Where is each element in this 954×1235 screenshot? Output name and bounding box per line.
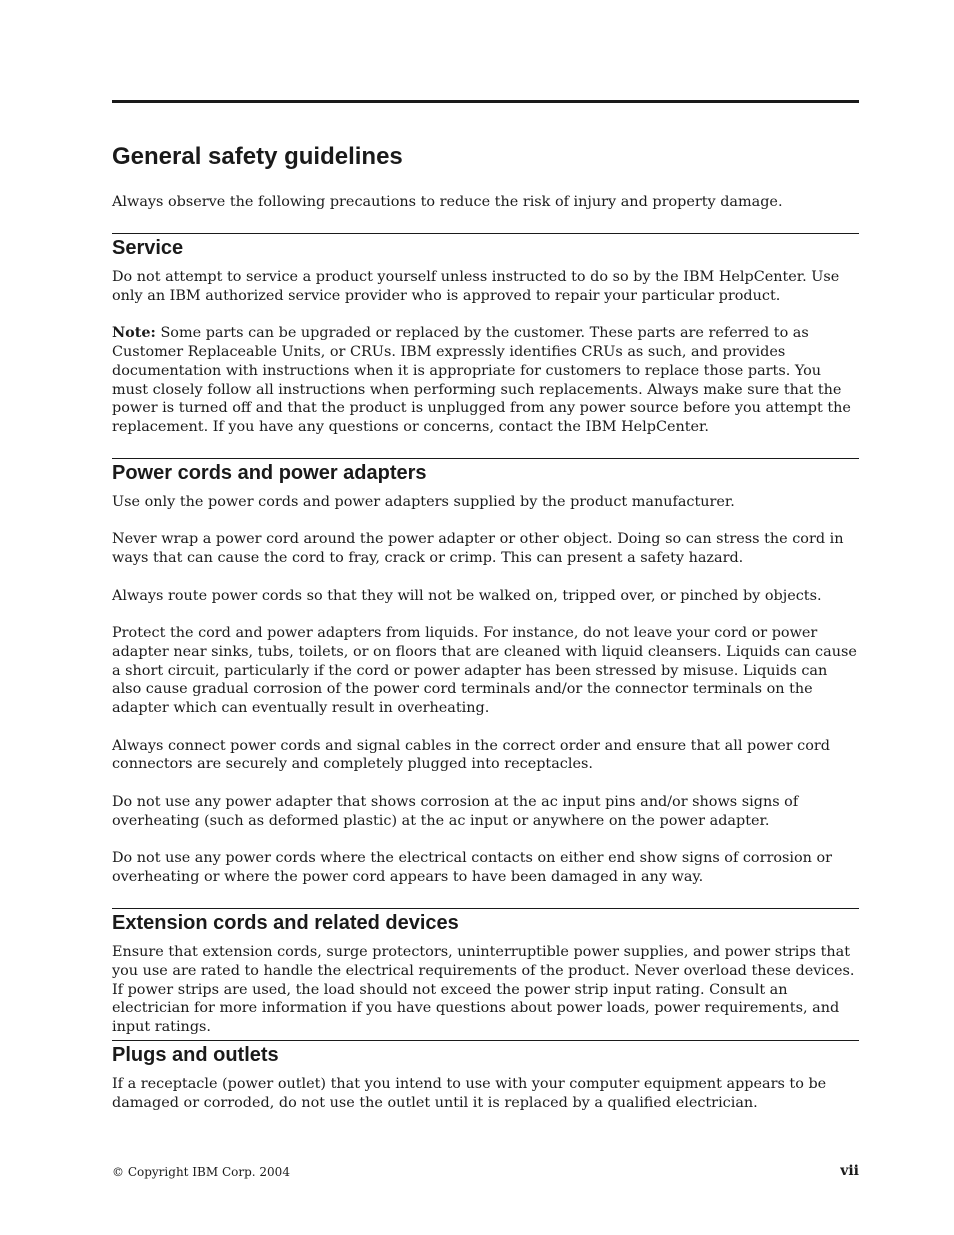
paragraph: Always connect power cords and signal cables in the correct order and ensure that all power cord connectors are securely and completely plugged into receptacles. (112, 737, 830, 773)
section-heading: Plugs and outlets (112, 1044, 279, 1066)
section-heading: Service (112, 237, 184, 259)
section-power-cords (112, 458, 859, 887)
page-number: vii (840, 1163, 859, 1179)
section-heading: Extension cords and related devices (112, 912, 459, 934)
paragraph: Do not use any power cords where the electrical contacts on either end show signs of corrosion or overheating or where the power cord appears to have been damaged in any way. (112, 849, 833, 885)
paragraph: Do not attempt to service a product yourself unless instructed to do so by the IBM HelpCenter. Use only an IBM authorized service provider who is approved to repair your particular product. (112, 269, 840, 304)
copyright-notice: © Copyright IBM Corp. 2004 (112, 1165, 290, 1179)
paragraph: Do not use any power adapter that shows corrosion at the ac input pins and/or shows signs of overheating (such as deformed plastic) at the ac input or anywhere on the power adapter. (112, 793, 799, 829)
paragraph: Always route power cords so that they will not be walked on, tripped over, or pinched by objects. (112, 587, 822, 604)
note-text: Some parts can be upgraded or replaced by the customer. These parts are referred to as Customer Replaceable Units, or CRUs. IBM expressly identifies CRUs as such, and provides documentation with instructions when it is appropriate for customers to replace those parts. You must closely follow all instructions when performing such replacements. Always make sure that the power is turned off and that the product is unplugged from any power source before you attempt the replacement. If you have any questions or concerns, contact the IBM HelpCenter. (112, 325, 851, 436)
section-heading: Power cords and power adapters (112, 462, 427, 484)
section-plugs-outlets (112, 1040, 859, 1113)
chapter-rule (112, 100, 859, 103)
paragraph: Never wrap a power cord around the power adapter or other object. Doing so can stress the cord in ways that can cause the cord to fray, crack or crimp. This can present a safety hazard. (112, 531, 844, 567)
paragraph: Ensure that extension cords, surge protectors, uninterruptible power supplies, and power strips that you use are rated to handle the electrical requirements of the product. Never overload these devices. If power strips are used, the load should not exceed the power strip input rating. Consult an electrician for more information if you have questions about power loads, power requirements, and input ratings. (112, 944, 855, 1036)
intro-paragraph: Always observe the following precautions to reduce the risk of injury and property damage. (112, 194, 783, 210)
section-extension-cords (112, 908, 859, 1037)
section-service (112, 233, 859, 437)
paragraph: If a receptacle (power outlet) that you intend to use with your computer equipment appears to be damaged or corroded, do not use the outlet until it is replaced by a qualified electrician. (112, 1076, 827, 1111)
paragraph: Use only the power cords and power adapters supplied by the product manufacturer. (112, 494, 735, 510)
page-title: General safety guidelines (112, 143, 403, 170)
note-label: Note: (112, 324, 156, 342)
note-paragraph (112, 324, 859, 437)
paragraph: Protect the cord and power adapters from liquids. For instance, do not leave your cord or power adapter near sinks, tubs, toilets, or on floors that are cleaned with liquid cleansers. Liquids can cause a short circuit, particularly if the cord or power adapter has been stressed by misuse. Liquids can also cause gradual corrosion of the power cord terminals and/or the connector terminals on the adapter which can eventually result in overheating. (112, 624, 857, 717)
